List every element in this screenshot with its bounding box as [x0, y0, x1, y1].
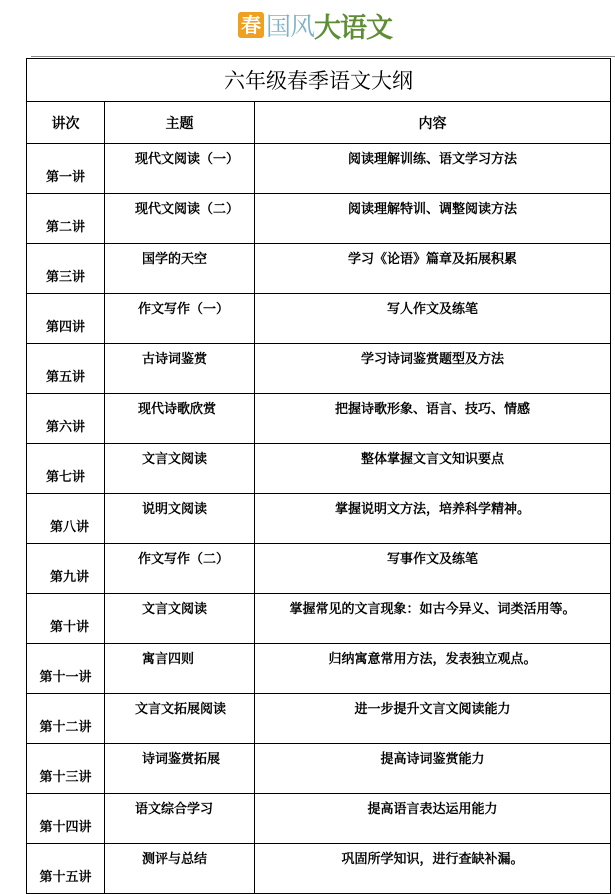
table-row [27, 544, 611, 594]
table-row [27, 594, 611, 644]
column-header-topic: 主题 [105, 102, 255, 144]
topic-cell: 寓言四则 [105, 644, 255, 694]
lesson-cell: 第十三讲 [27, 744, 105, 794]
content-cell: 归纳寓意常用方法，发表独立观点。 [255, 644, 611, 694]
table-title: 六年级春季语文大纲 [27, 59, 611, 102]
topic-cell: 作文写作（一） [105, 294, 255, 344]
table-row [27, 394, 611, 444]
lesson-cell: 第十讲 [27, 594, 105, 644]
topic-cell: 现代文阅读（一） [105, 144, 255, 194]
topic-cell: 现代诗歌欣赏 [105, 394, 255, 444]
lesson-cell: 第七讲 [27, 444, 105, 494]
table-row [27, 444, 611, 494]
table-row [27, 144, 611, 194]
syllabus-table [26, 58, 611, 894]
lesson-cell: 第九讲 [27, 544, 105, 594]
table-row [27, 294, 611, 344]
content-cell: 阅读理解特训、调整阅读方法 [255, 194, 611, 244]
topic-cell: 诗词鉴赏拓展 [105, 744, 255, 794]
lesson-cell: 第十二讲 [27, 694, 105, 744]
table-row [27, 244, 611, 294]
content-cell: 写人作文及练笔 [255, 294, 611, 344]
table-row [27, 344, 611, 394]
lesson-cell: 第二讲 [27, 194, 105, 244]
topic-cell: 古诗词鉴赏 [105, 344, 255, 394]
topic-cell: 作文写作（二） [105, 544, 255, 594]
content-cell: 巩固所学知识，进行查缺补漏。 [255, 844, 611, 894]
brand-logo [238, 9, 393, 44]
content-cell: 整体掌握文言文知识要点 [255, 444, 611, 494]
content-cell: 掌握常见的文言现象：如古今异义、词类活用等。 [255, 594, 611, 644]
table-row [27, 794, 611, 844]
lesson-cell: 第八讲 [27, 494, 105, 544]
table-row [27, 644, 611, 694]
content-cell: 学习《论语》篇章及拓展积累 [255, 244, 611, 294]
lesson-cell: 第十四讲 [27, 794, 105, 844]
topic-cell: 文言文阅读 [105, 594, 255, 644]
topic-cell: 国学的天空 [105, 244, 255, 294]
topic-cell: 文言文阅读 [105, 444, 255, 494]
content-cell: 把握诗歌形象、语言、技巧、情感 [255, 394, 611, 444]
content-cell: 写事作文及练笔 [255, 544, 611, 594]
topic-cell: 文言文拓展阅读 [105, 694, 255, 744]
topic-cell: 测评与总结 [105, 844, 255, 894]
topic-cell: 现代文阅读（二） [105, 194, 255, 244]
lesson-cell: 第五讲 [27, 344, 105, 394]
content-cell: 学习诗词鉴赏题型及方法 [255, 344, 611, 394]
table-row [27, 694, 611, 744]
content-cell: 掌握说明文方法，培养科学精神。 [255, 494, 611, 544]
content-cell: 提高语言表达运用能力 [255, 794, 611, 844]
table-row [27, 494, 611, 544]
column-header-lesson: 讲次 [27, 102, 105, 144]
lesson-cell: 第一讲 [27, 144, 105, 194]
logo-badge: 春 [238, 12, 264, 38]
content-cell: 进一步提升文言文阅读能力 [255, 694, 611, 744]
content-cell: 提高诗词鉴赏能力 [255, 744, 611, 794]
lesson-cell: 第四讲 [27, 294, 105, 344]
table-row [27, 744, 611, 794]
page-header [0, 0, 615, 48]
table-row [27, 844, 611, 894]
lesson-cell: 第十五讲 [27, 844, 105, 894]
column-header-content: 内容 [255, 102, 611, 144]
lesson-cell: 第十一讲 [27, 644, 105, 694]
lesson-cell: 第三讲 [27, 244, 105, 294]
topic-cell: 说明文阅读 [105, 494, 255, 544]
topic-cell: 语文综合学习 [105, 794, 255, 844]
table-header-row [27, 102, 611, 144]
logo-text-dayuwen: 大语文 [314, 12, 393, 44]
table-row [27, 194, 611, 244]
table-body [27, 144, 611, 894]
content-cell: 阅读理解训练、语文学习方法 [255, 144, 611, 194]
header-divider [31, 56, 615, 57]
logo-text-guofeng: 国风 [266, 12, 315, 41]
lesson-cell: 第六讲 [27, 394, 105, 444]
